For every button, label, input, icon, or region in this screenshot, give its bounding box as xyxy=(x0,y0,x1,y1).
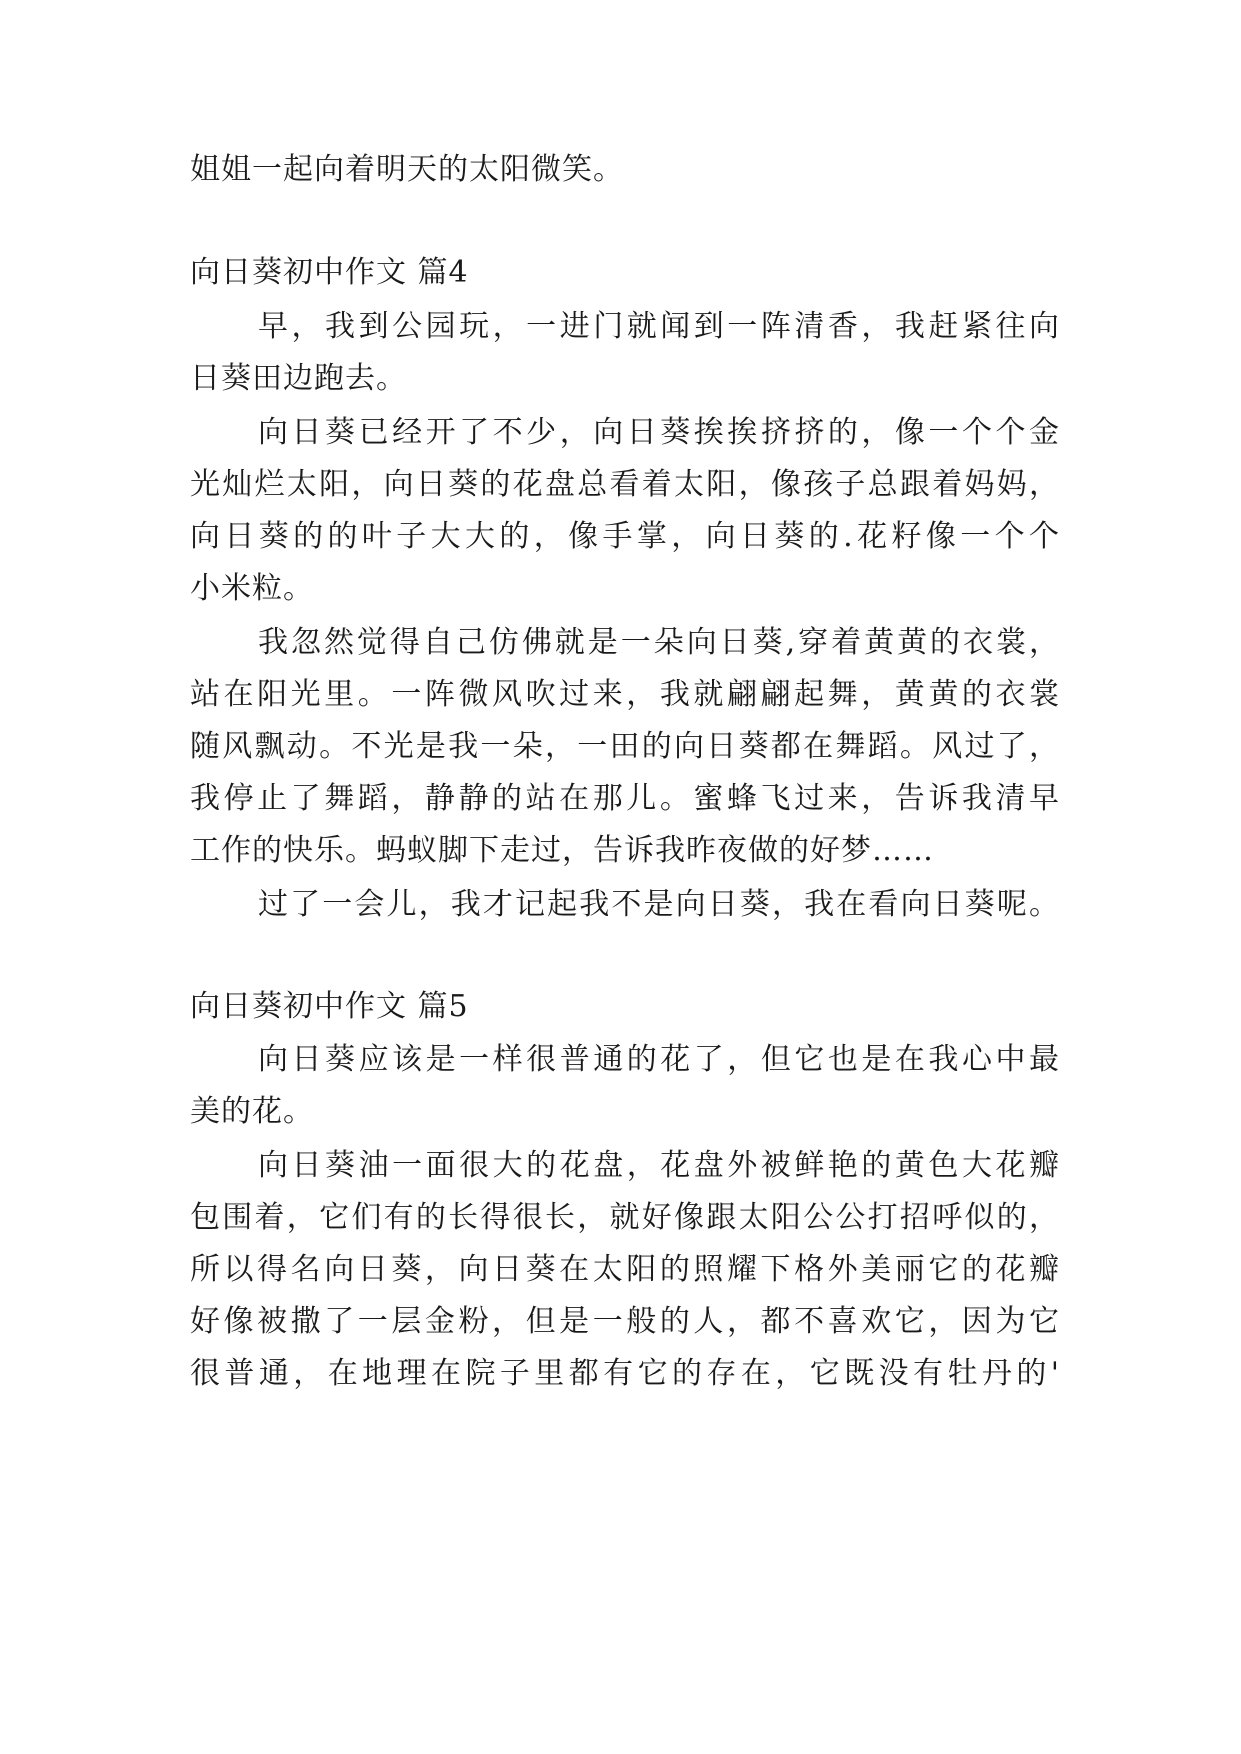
paragraph-line: 向日葵应该是一样很普通的花了，但它也是在我心中最 xyxy=(258,1042,1060,1077)
section4-heading: 向日葵初中作文 篇4 xyxy=(190,255,469,290)
document-page xyxy=(190,0,1060,1754)
paragraph-line: 美的花。 xyxy=(190,1094,314,1129)
paragraph-line: 好像被撒了一层金粉，但是一般的人，都不喜欢它，因为它 xyxy=(190,1304,1060,1339)
paragraph-line: 我停止了舞蹈，静静的站在那儿。蜜蜂飞过来，告诉我清早 xyxy=(190,781,1060,816)
paragraph-line: 早，我到公园玩，一进门就闻到一阵清香，我赶紧往向 xyxy=(258,309,1060,344)
paragraph-line: 小米粒。 xyxy=(190,571,314,606)
paragraph-line: 很普通，在地理在院子里都有它的存在，它既没有牡丹的' xyxy=(190,1356,1060,1391)
section5-heading: 向日葵初中作文 篇5 xyxy=(190,989,469,1024)
paragraph-line: 站在阳光里。一阵微风吹过来，我就翩翩起舞，黄黄的衣裳 xyxy=(190,677,1060,712)
paragraph-line: 向日葵已经开了不少，向日葵挨挨挤挤的，像一个个金 xyxy=(258,415,1060,450)
paragraph-line: 我忽然觉得自己仿佛就是一朵向日葵,穿着黄黄的衣裳， xyxy=(258,625,1060,660)
paragraph-line: 向日葵油一面很大的花盘，花盘外被鲜艳的黄色大花瓣 xyxy=(258,1148,1060,1183)
paragraph-line: 工作的快乐。蚂蚁脚下走过，告诉我昨夜做的好梦…… xyxy=(190,833,934,868)
continuation-line: 姐姐一起向着明天的太阳微笑。 xyxy=(190,152,624,187)
paragraph-line: 所以得名向日葵，向日葵在太阳的照耀下格外美丽它的花瓣 xyxy=(190,1252,1060,1287)
paragraph-line: 过了一会儿，我才记起我不是向日葵，我在看向日葵呢。 xyxy=(258,887,1060,922)
paragraph-line: 光灿烂太阳，向日葵的花盘总看着太阳，像孩子总跟着妈妈， xyxy=(190,467,1060,502)
paragraph-line: 日葵田边跑去。 xyxy=(190,361,407,396)
paragraph-line: 随风飘动。不光是我一朵，一田的向日葵都在舞蹈。风过了， xyxy=(190,729,1060,764)
paragraph-line: 向日葵的的叶子大大的，像手掌，向日葵的.花籽像一个个 xyxy=(190,519,1060,554)
paragraph-line: 包围着，它们有的长得很长，就好像跟太阳公公打招呼似的， xyxy=(190,1200,1060,1235)
